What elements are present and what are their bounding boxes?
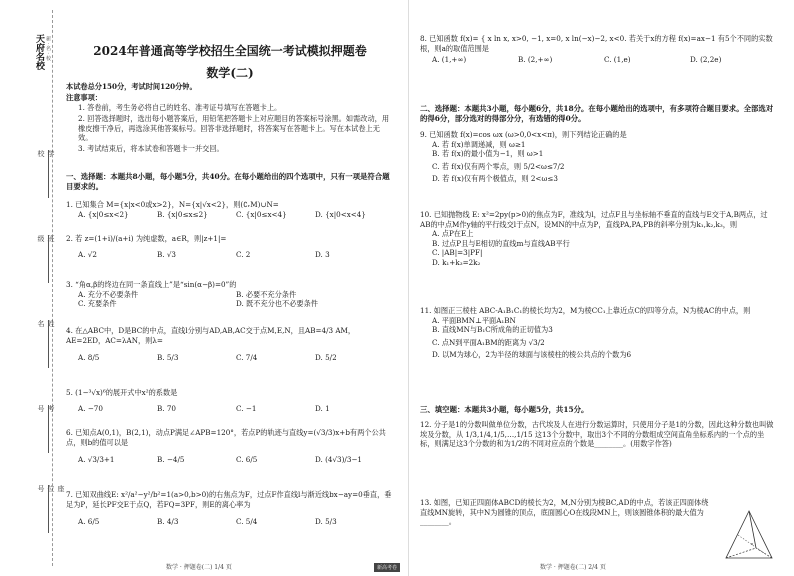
question-5 [66,388,394,413]
option-a: A. 6/5 [78,517,100,526]
field-line [48,485,49,533]
options [66,404,394,414]
question-stem: 11. 如图正三棱柱 ABC-A₁B₁C₁的棱长均为2，M为棱CC₁上靠近点C的四等分点，N为棱AC的中点，则 [420,306,751,315]
question-4 [66,326,394,363]
option-d: D. {x|0<x<4} [315,209,366,219]
option-b: B. 若 f(x)的最小值为−1，则 ω>1 [432,149,544,158]
section-heading: 三、填空题：本题共3小题，每小题5分，共15分。 [420,405,589,414]
question-stem: 1. 已知集合 M={x|x<0或x>2}，N={x|√x<2}，则(∁ᵣM)∪N= [66,200,279,209]
option-c: C. {x|0≤x<4} [236,209,287,219]
brand-logo: 天府名校 [34,34,44,70]
option-a: A. 平面BMN⊥平面A₁BN [432,315,516,325]
page-footer: 数学 · 押题卷(二) 2/4 页 [540,564,606,571]
cut-line [52,10,53,566]
options [66,517,394,527]
option-b: B. −4/5 [157,455,185,464]
question-2 [66,234,394,259]
field-label: 座位号 [37,485,65,492]
field-line [48,320,49,368]
question-8 [420,34,776,65]
option-c: C. 7/4 [236,353,258,362]
option-c: C. |AB|=3|PF| [432,248,483,257]
option-a: A. 充分不必要条件 [78,289,139,299]
option-a: A. (1,+∞) [432,55,467,64]
section-heading: 二、选择题：本题共3小题，每小题6分，共18分。在每小题给出的选项中，有多项符合题目要求。全部选对的得6分，部分选对的得部分分，有选错的得0分。 [420,104,774,123]
option-b: B. 5/3 [157,353,179,362]
option-b: B. √3 [157,249,177,259]
question-stem: 2. 若 z=(1+i)/(a+i) 为纯虚数，a∈R，则|z+1|= [66,234,227,243]
question-stem: 3. “角α,β的终边在同一条直线上”是“sin(α−β)=0”的 [66,280,237,289]
options [66,455,394,465]
option-c: C. (1,e) [604,55,631,64]
question-10 [420,210,776,267]
column-divider [408,0,409,576]
option-c: C. 5/4 [236,517,258,526]
option-d: D. 3 [315,249,330,259]
exam-subtitle: 数学(二) [206,66,254,80]
field-line [48,405,49,453]
option-c: C. 点N到平面A₁BM的距离为 √3/2 [432,337,545,347]
option-c: C. −1 [236,403,257,413]
field-label: 姓名 [37,320,55,327]
option-b: B. {x|0≤x≤2} [157,209,208,219]
option-a: A. 点P在E上 [432,229,474,238]
left-column [66,0,394,576]
options [66,299,394,309]
question-6 [66,428,394,465]
options [66,210,394,220]
question-stem: 7. 已知双曲线E: x²/a²−y²/b²=1(a>0,b>0)的右焦点为F，过点F作直线l与渐近线bx−ay=0垂直，垂足为P，延长PF交E于点Q，若FQ=3PF，则E的离心率为 [66,490,392,509]
option-a: A. √2 [78,249,97,259]
option-b: B. 4/3 [157,517,179,526]
option-a: A. 8/5 [78,353,100,362]
option-b: B. (2,+∞) [518,55,553,64]
question-7 [66,490,394,527]
question-stem: 6. 已知点A(0,1)，B(2,1)，动点P满足∠APB=120°，若点P的轨迹与直线y=(√3/3)x+b有两个公共点，则b的值可以是 [66,428,386,447]
page-footer: 数学 · 押题卷(二) 1/4 页 [166,564,232,571]
option-b: B. 过点P且与E相切的直线m与直线AB平行 [432,238,570,248]
notice-item: 3. 考试结束后，将本试卷和答题卡一并交回。 [78,143,224,153]
question-stem: 9. 已知函数 f(x)=cos ωx (ω>0,0<x<π)，则下列结论正确的是 [420,130,627,139]
notice-heading: 注意事项： [66,92,102,102]
question-12: 12. 分子是1的分数叫做单位分数，古代埃及人在进行分数运算时，只使用分子是1的分数，因此这种分数也叫做埃及分数，从 1/3,1/4,1/5,…,1/15 这13个分数中，取出3个不同的分数组成空间直角坐标系内的一个点的坐标，则满足这3个分数的和为1/2的不同对应点的个数是________。(用数字作答) [420,420,774,448]
option-c: C. 2 [236,249,251,259]
option-d: D. 若 f(x)仅有两个极值点，则 2<ω≤3 [432,174,558,183]
option-a: A. √3/3+1 [78,455,115,464]
notice-item: 2. 回答选择题时，选出每小题答案后，用铅笔把答题卡上对应题目的答案标号涂黑。如需改动，用橡皮擦干净后，再选涂其他答案标号。回答非选择题时，将答案写在答题卡上。写在本试卷上无效。 [78,114,390,143]
exam-info: 本试卷总分150分，考试时间120分钟。 [66,82,197,91]
options [66,353,394,363]
question-stem: 8. 已知函数 f(x)= { x ln x, x>0, −1, x=0, x ln(−x)−2, x<0. 若关于x的方程 f(x)=ax−1 有5个不同的实数根，则a的取值范围是 [420,34,773,53]
options [420,55,776,65]
field-label: 班级 [37,235,55,242]
option-d: D. 以M为球心，2为半径的球面与该棱柱的棱公共点的个数为6 [432,350,632,359]
question-stem: 4. 在△ABC中，D是BC的中点，直线l分别与AD,AB,AC交于点M,E,N，且AB=4/3 AM，AE=2ED，AC=λAN，则λ= [66,326,356,345]
notice-item: 1. 答卷前，考生务必将自己的姓名、准考证号填写在答题卡上。 [78,103,282,113]
option-b: B. 70 [157,403,176,413]
option-c: C. 充要条件 [78,299,117,308]
section-heading: 一、选择题：本题共8小题，每小题5分，共40分。在每小题给出的四个选项中，只有一项是符合题目要求的。 [66,172,390,191]
option-a: A. −70 [78,403,103,413]
option-c: C. 若 f(x)仅有两个零点，则 5/2<ω≤7/2 [432,161,565,171]
option-b: B. 必要不充分条件 [236,289,297,299]
option-a: A. {x|0≤x<2} [78,209,129,219]
question-3 [66,280,394,309]
field-label: 学校 [37,150,55,157]
option-d: D. 5/3 [315,517,337,526]
option-a: A. 若 f(x)单调递减，则 ω≥1 [432,139,526,149]
option-d: D. 5/2 [315,353,337,362]
field-label: 考号 [37,405,55,412]
option-c: C. 6/5 [236,455,258,464]
option-d: D. 1 [315,403,330,413]
option-d: D. k₁+k₃=2k₂ [432,257,481,267]
option-d: D. (4√3)/3−1 [315,455,362,464]
binding-margin [0,0,65,576]
question-11 [420,306,776,360]
question-stem: 10. 已知抛物线 E: x²=2py(p>0)的焦点为F，准线为l，过点F且与坐标轴不垂直的直线与E交于A,B两点，过AB的中点M作y轴的平行线交l于点N，设MN的中点为P，直线PA,PA,PB的斜率分别为k₁,k₂,k₃，则 [420,210,768,229]
field-line [48,150,49,198]
question-13: 13. 如图，已知正四面体ABCD的棱长为2，M,N分别为棱BC,AD的中点，若该正四面体绕直线MN旋转，其中N为圆锥的顶点，底面圆心O在线段MN上，则该圆锥体积的最大值为________。 [420,498,709,526]
options [66,290,394,300]
option-d: D. 既不充分也不必要条件 [236,299,318,308]
brand-logo-sub: 新 · 名 · 校 [45,36,51,61]
question-stem: 5. (1−³√x)⁶的展开式中x²的系数是 [66,388,178,397]
edition-badge: 新高考卷 [374,563,400,572]
option-b: B. 直线MN与B₁C所成角的正切值为3 [432,325,553,334]
question-9 [420,130,776,184]
exam-title: 2024年普通高等学校招生全国统一考试模拟押题卷 [93,44,367,58]
instructions [66,82,394,154]
tetrahedron-figure [722,508,776,564]
right-column [420,0,776,576]
question-1 [66,200,394,219]
option-d: D. (2,2e) [690,55,722,64]
options [66,250,394,260]
field-line [48,235,49,283]
